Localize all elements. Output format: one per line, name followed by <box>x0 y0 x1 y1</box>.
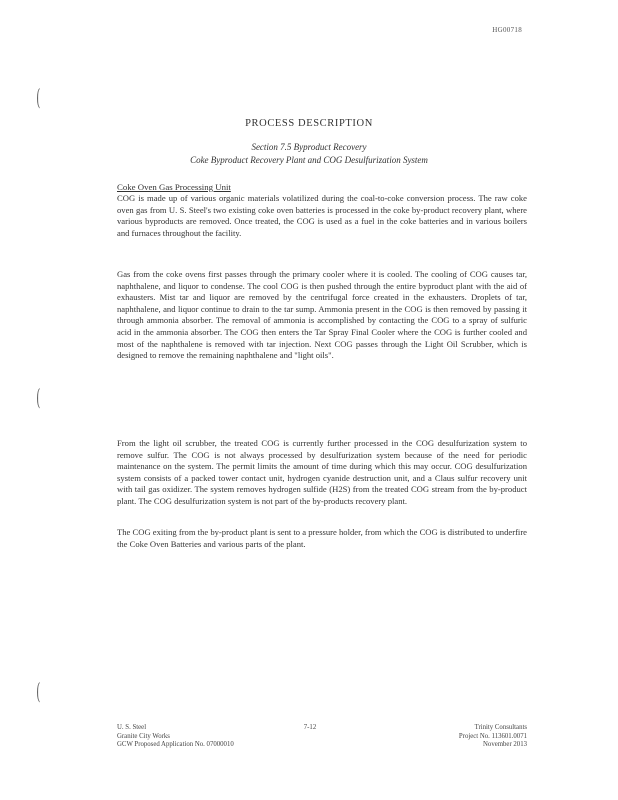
punch-hole-mark-top: ( <box>36 86 41 111</box>
punch-hole-mark-middle: ( <box>36 386 41 411</box>
subsection-title: Coke Byproduct Recovery Plant and COG Desulfurization System <box>190 155 428 165</box>
paragraph-2: Gas from the coke ovens first passes through the primary cooler where it is cooled. The cooling of COG causes tar, naphthalene, and liquor to condense. The cool COG is then pushed through the entire byproduct plant with the aid of exhausters. Mist tar and liquor are removed by the centrifugal force created in the exhausters. Droplets of tar, naphthalene, and liquor continue to drain to the tar sump. Ammonia present in the COG is then removed by passing it through ammonia absorber. The removal of ammonia is accomplished by contacting the COG to a spray of sulfuric acid in the ammonia absorber. The COG then enters the Tar Spray Final Cooler where the COG is further cooled and most of the naphthalene is removed with tar injection. Next COG passes through the Light Oil Scrubber, which is designed to remove the remaining naphthalene and "light oils". <box>117 269 527 361</box>
bates-number: HG00718 <box>492 26 522 34</box>
paragraph-3: From the light oil scrubber, the treated COG is currently further processed in the COG desulfurization system to remove sulfur. The COG is not always processed by desulfurization system because of the need for periodic maintenance on the system. The permit limits the amount of time during which this may occur. COG desulfurization system consists of a packed tower contact unit, hydrogen cyanide destruction unit, and a Claus sulfur recovery unit with tail gas oxidizer. The system removes hydrogen sulfide (H2S) from the treated COG stream from the by-product plant. The COG desulfurization system is not part of the by-products recovery plant. <box>117 438 527 506</box>
section-heading: Coke Oven Gas Processing Unit <box>117 182 231 192</box>
page-title: PROCESS DESCRIPTION <box>245 118 373 129</box>
footer-right <box>380 724 527 750</box>
footer-application: GCW Proposed Application No. 07000010 <box>117 741 234 749</box>
footer-facility: Granite City Works <box>117 732 170 740</box>
paragraph-1: COG is made up of various organic materials volatilized during the coal-to-coke conversion process. The raw coke oven gas from U. S. Steel's two existing coke oven batteries is processed in the coke by-product recovery plant, where various byproducts are removed. Once treated, the COG is used as a fuel in the coke batteries and in various boilers and furnaces throughout the facility. <box>117 193 527 238</box>
paragraph-4: The COG exiting from the by-product plant is sent to a pressure holder, from which the COG is distributed to underfire the Coke Oven Batteries and various parts of the plant. <box>117 527 527 549</box>
punch-hole-mark-bottom: ( <box>36 680 41 705</box>
footer-project-number: Project No. 113601.0071 <box>458 732 527 740</box>
page-number: 7-12 <box>303 724 317 731</box>
footer-date: November 2013 <box>483 741 527 749</box>
footer-consultant: Trinity Consultants <box>474 724 527 731</box>
section-title: Section 7.5 Byproduct Recovery <box>251 142 367 152</box>
footer-company: U. S. Steel <box>117 724 147 731</box>
